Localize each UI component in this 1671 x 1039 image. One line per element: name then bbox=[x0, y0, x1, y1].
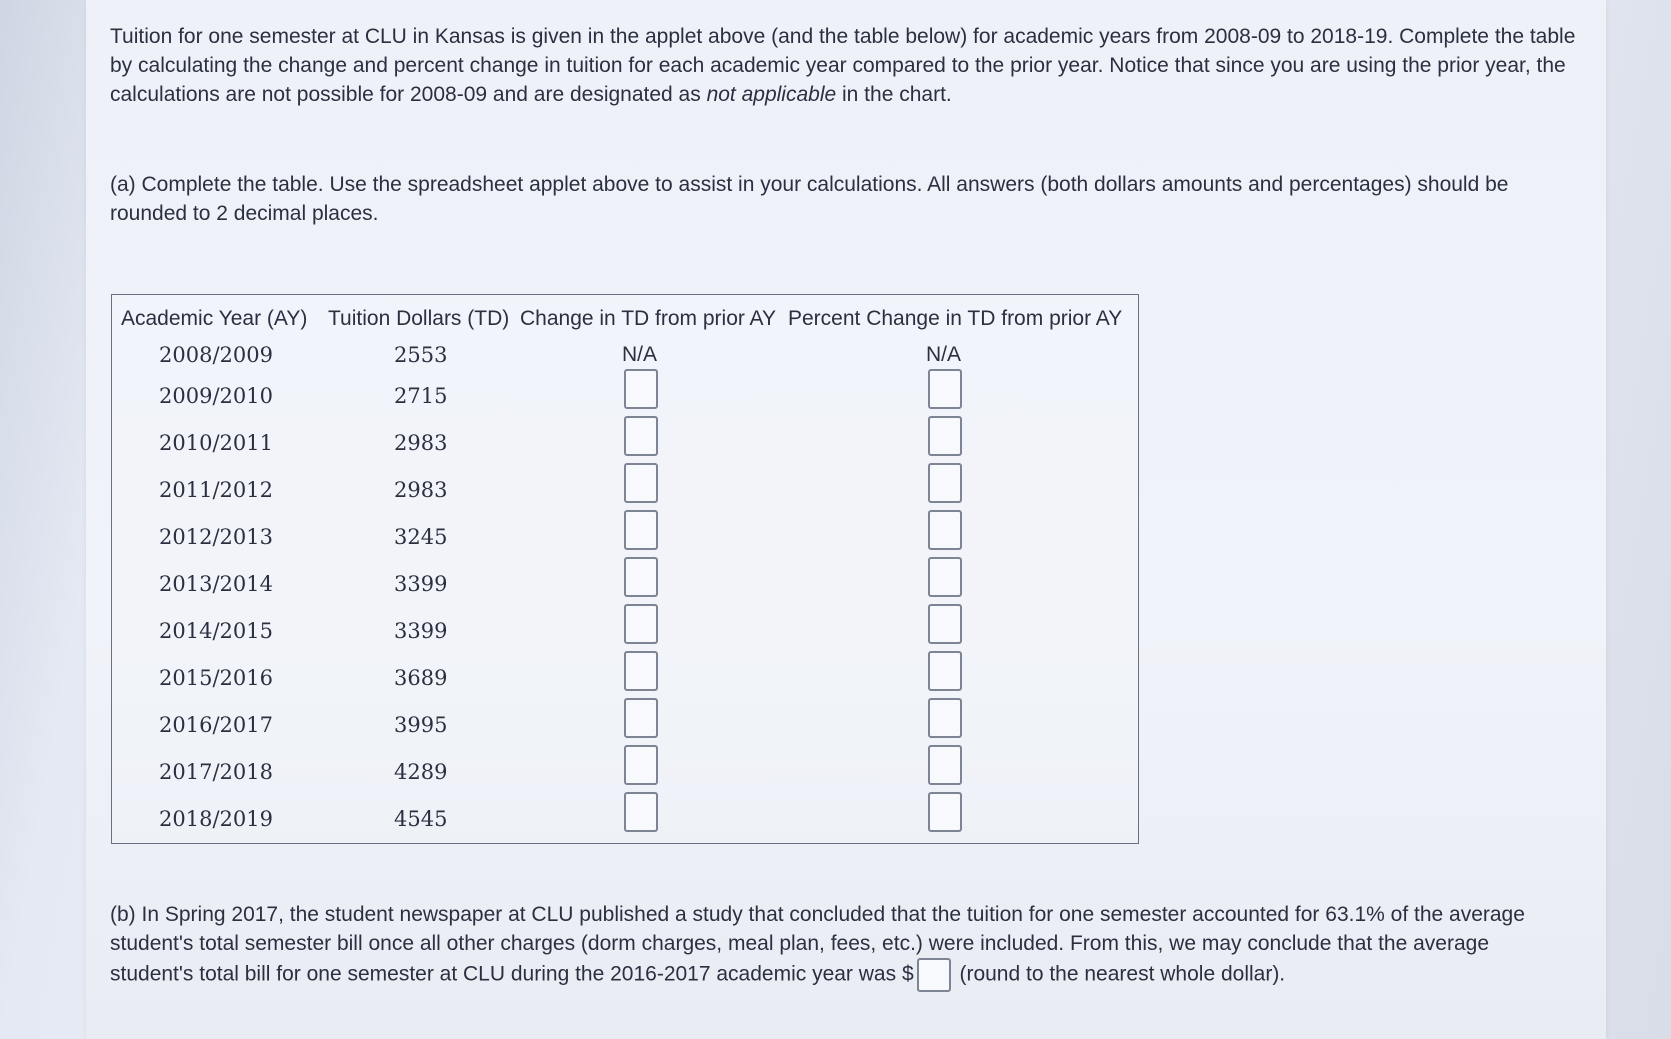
year-cell: 2013/2014 bbox=[159, 572, 273, 596]
tuition-table bbox=[111, 294, 1139, 844]
percent-input-2010-2011[interactable] bbox=[928, 416, 962, 456]
percent-input-2016-2017[interactable] bbox=[928, 698, 962, 738]
change-input-2014-2015[interactable] bbox=[624, 604, 658, 644]
change-input-2016-2017[interactable] bbox=[624, 698, 658, 738]
part-b-text-middle: of the average student's total semester bill once all other charges (dorm charges, meal plan, fees, etc.) were included. From this, we may conclude that the average student's total bill for one semester at CLU during the 2016-2017 academic year was $ bbox=[110, 903, 1525, 986]
tuition-cell: 2553 bbox=[394, 343, 448, 367]
intro-emphasis: not applicable bbox=[706, 83, 837, 106]
percent-input-2015-2016[interactable] bbox=[928, 651, 962, 691]
part-b-text: (b) In Spring 2017, the student newspaper at CLU published a study that concluded that the tuition for one semester accounted for bbox=[110, 903, 1326, 926]
tuition-cell: 2715 bbox=[394, 384, 448, 408]
change-input-2009-2010[interactable] bbox=[624, 369, 658, 409]
intro-paragraph bbox=[110, 22, 1590, 109]
year-cell: 2011/2012 bbox=[159, 478, 273, 502]
tuition-cell: 2983 bbox=[394, 431, 448, 455]
tuition-cell: 3245 bbox=[394, 525, 448, 549]
change-na: N/A bbox=[622, 343, 658, 366]
change-input-2018-2019[interactable] bbox=[624, 792, 658, 832]
total-bill-input[interactable] bbox=[917, 958, 951, 992]
tuition-cell: 3689 bbox=[394, 666, 448, 690]
tuition-cell: 4289 bbox=[394, 760, 448, 784]
tuition-cell: 3399 bbox=[394, 572, 448, 596]
change-input-2012-2013[interactable] bbox=[624, 510, 658, 550]
percent-input-2011-2012[interactable] bbox=[928, 463, 962, 503]
year-cell: 2018/2019 bbox=[159, 807, 273, 831]
percent-input-2017-2018[interactable] bbox=[928, 745, 962, 785]
header-academic-year: Academic Year (AY) bbox=[121, 307, 308, 330]
intro-text-end: in the chart. bbox=[836, 83, 952, 106]
percent-na: N/A bbox=[926, 343, 962, 366]
year-cell: 2017/2018 bbox=[159, 760, 273, 784]
year-cell: 2012/2013 bbox=[159, 525, 273, 549]
percent-input-2009-2010[interactable] bbox=[928, 369, 962, 409]
header-change: Change in TD from prior AY bbox=[520, 307, 776, 330]
percent-input-2012-2013[interactable] bbox=[928, 510, 962, 550]
year-cell: 2016/2017 bbox=[159, 713, 273, 737]
change-input-2011-2012[interactable] bbox=[624, 463, 658, 503]
tuition-cell: 4545 bbox=[394, 807, 448, 831]
part-a-instructions: (a) Complete the table. Use the spreadsheet applet above to assist in your calculations. All answers (both dollars amounts and percentages) should be rounded to 2 decimal places. bbox=[110, 173, 1509, 225]
year-cell: 2008/2009 bbox=[159, 343, 273, 367]
part-b-question bbox=[110, 900, 1550, 992]
year-cell: 2015/2016 bbox=[159, 666, 273, 690]
year-cell: 2009/2010 bbox=[159, 384, 273, 408]
tuition-cell: 3995 bbox=[394, 713, 448, 737]
year-cell: 2014/2015 bbox=[159, 619, 273, 643]
change-input-2017-2018[interactable] bbox=[624, 745, 658, 785]
change-input-2010-2011[interactable] bbox=[624, 416, 658, 456]
header-percent-change: Percent Change in TD from prior AY bbox=[788, 307, 1123, 330]
tuition-cell: 3399 bbox=[394, 619, 448, 643]
change-input-2015-2016[interactable] bbox=[624, 651, 658, 691]
percent-input-2013-2014[interactable] bbox=[928, 557, 962, 597]
part-b-percent: 63.1% bbox=[1325, 903, 1385, 926]
tuition-cell: 2983 bbox=[394, 478, 448, 502]
percent-input-2018-2019[interactable] bbox=[928, 792, 962, 832]
header-tuition-dollars: Tuition Dollars (TD) bbox=[328, 307, 510, 330]
percent-input-2014-2015[interactable] bbox=[928, 604, 962, 644]
part-b-text-end: (round to the nearest whole dollar). bbox=[953, 962, 1286, 986]
year-cell: 2010/2011 bbox=[159, 431, 273, 455]
change-input-2013-2014[interactable] bbox=[624, 557, 658, 597]
intro-text: Tuition for one semester at CLU in Kansas is given in the applet above (and the table below) for academic years from 2008-09 to 2018-19. Complete the table by calculating the change and percent change in tuition for each academic year compared to the prior year. Notice that since you are using the prior year, the calculations are not possible for 2008-09 and are designated as bbox=[110, 25, 1576, 106]
